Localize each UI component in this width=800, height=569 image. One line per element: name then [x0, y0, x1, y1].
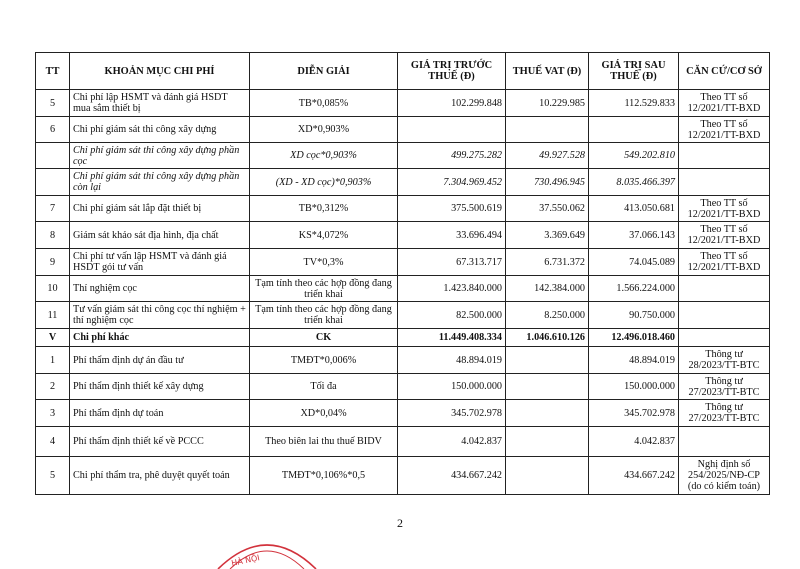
cell-vat: 6.731.372	[506, 249, 589, 276]
cell-desc: XD*0,04%	[250, 400, 398, 427]
table-row	[36, 374, 770, 400]
cell-before-tax: 48.894.019	[398, 347, 506, 374]
cell-after-tax: 4.042.837	[589, 427, 679, 457]
cell-basis: Theo TT số 12/2021/TT-BXD	[679, 90, 770, 117]
cell-before-tax: 11.449.408.334	[398, 329, 506, 347]
cell-item: Giám sát khảo sát địa hình, địa chất	[70, 222, 250, 249]
cell-vat	[506, 347, 589, 374]
cell-before-tax: 67.313.717	[398, 249, 506, 276]
cell-vat	[506, 374, 589, 400]
cell-after-tax: 1.566.224.000	[589, 276, 679, 302]
table-row	[36, 117, 770, 143]
stamp-seal	[212, 529, 322, 569]
table-row	[36, 427, 770, 457]
cell-item: Chi phí giám sát thi công xây dựng	[70, 117, 250, 143]
table-row	[36, 249, 770, 276]
cell-vat	[506, 427, 589, 457]
cell-basis: Thông tư 27/2023/TT-BTC	[679, 374, 770, 400]
cell-desc: Theo biên lai thu thuế BIDV	[250, 427, 398, 457]
cell-after-tax: 150.000.000	[589, 374, 679, 400]
cell-before-tax: 150.000.000	[398, 374, 506, 400]
cell-before-tax: 102.299.848	[398, 90, 506, 117]
header-tt: TT	[36, 53, 70, 90]
cell-vat: 37.550.062	[506, 196, 589, 222]
table-row	[36, 276, 770, 302]
cell-before-tax: 499.275.282	[398, 143, 506, 169]
table-row	[36, 196, 770, 222]
cell-desc: (XD - XD cọc)*0,903%	[250, 169, 398, 196]
header-desc: DIỄN GIẢI	[250, 53, 398, 90]
page-number: 2	[397, 516, 403, 530]
table-row	[36, 302, 770, 329]
cell-tt: 8	[36, 222, 70, 249]
cell-before-tax	[398, 117, 506, 143]
cell-desc: Tạm tính theo các hợp đồng đang triển khai	[250, 302, 398, 329]
cell-desc: Tối đa	[250, 374, 398, 400]
cell-basis	[679, 169, 770, 196]
cell-item: Thí nghiệm cọc	[70, 276, 250, 302]
cell-desc: TMĐT*0,106%*0,5	[250, 457, 398, 495]
cell-item: Chi phí giám sát lắp đặt thiết bị	[70, 196, 250, 222]
cell-basis	[679, 329, 770, 347]
cell-desc: TMĐT*0,006%	[250, 347, 398, 374]
cell-item: Chi phí tư vấn lập HSMT và đánh giá HSDT gói tư vấn	[70, 249, 250, 276]
header-item: KHOẢN MỤC CHI PHÍ	[70, 53, 250, 90]
cell-basis: Theo TT số 12/2021/TT-BXD	[679, 249, 770, 276]
cell-before-tax: 345.702.978	[398, 400, 506, 427]
cell-item: Phí thẩm định thiết kế về PCCC	[70, 427, 250, 457]
cell-basis	[679, 302, 770, 329]
cell-item: Chi phí lập HSMT và đánh giá HSDT mua sắm thiết bị	[70, 90, 250, 117]
cell-vat	[506, 117, 589, 143]
stamp-text: HÀ NỘI	[230, 553, 261, 568]
cell-item: Phí thẩm định dự án đầu tư	[70, 347, 250, 374]
table-row	[36, 169, 770, 196]
cell-vat: 49.927.528	[506, 143, 589, 169]
cell-desc: XD cọc*0,903%	[250, 143, 398, 169]
cell-tt: 10	[36, 276, 70, 302]
cell-basis	[679, 427, 770, 457]
cell-after-tax: 48.894.019	[589, 347, 679, 374]
cell-before-tax: 82.500.000	[398, 302, 506, 329]
cell-after-tax	[589, 117, 679, 143]
table-row	[36, 222, 770, 249]
cell-desc: KS*4,072%	[250, 222, 398, 249]
cell-tt	[36, 169, 70, 196]
cell-tt: 9	[36, 249, 70, 276]
cell-after-tax: 90.750.000	[589, 302, 679, 329]
cell-desc: XD*0,903%	[250, 117, 398, 143]
cell-tt: 1	[36, 347, 70, 374]
table-row	[36, 400, 770, 427]
cell-after-tax: 112.529.833	[589, 90, 679, 117]
cell-vat: 10.229.985	[506, 90, 589, 117]
cell-vat: 8.250.000	[506, 302, 589, 329]
cell-tt: V	[36, 329, 70, 347]
cell-basis: Thông tư 27/2023/TT-BTC	[679, 400, 770, 427]
cell-before-tax: 1.423.840.000	[398, 276, 506, 302]
cell-item: Phí thẩm định thiết kế xây dựng	[70, 374, 250, 400]
cell-after-tax: 413.050.681	[589, 196, 679, 222]
cell-desc: TB*0,085%	[250, 90, 398, 117]
cell-tt: 6	[36, 117, 70, 143]
table-header-row	[36, 53, 770, 90]
cell-basis: Nghị định số 254/2025/NĐ-CP (do có kiểm toán)	[679, 457, 770, 495]
cell-before-tax: 375.500.619	[398, 196, 506, 222]
cell-desc: TB*0,312%	[250, 196, 398, 222]
cell-vat: 1.046.610.126	[506, 329, 589, 347]
cell-tt: 4	[36, 427, 70, 457]
cell-before-tax: 33.696.494	[398, 222, 506, 249]
cell-desc: Tạm tính theo các hợp đồng đang triển khai	[250, 276, 398, 302]
cell-basis: Theo TT số 12/2021/TT-BXD	[679, 222, 770, 249]
cell-vat: 730.496.945	[506, 169, 589, 196]
table-row	[36, 143, 770, 169]
cell-tt	[36, 143, 70, 169]
cell-before-tax: 7.304.969.452	[398, 169, 506, 196]
cell-vat	[506, 400, 589, 427]
cell-tt: 2	[36, 374, 70, 400]
cell-after-tax: 74.045.089	[589, 249, 679, 276]
cell-desc: TV*0,3%	[250, 249, 398, 276]
table-row	[36, 347, 770, 374]
cell-tt: 3	[36, 400, 70, 427]
cost-table	[35, 52, 770, 495]
cell-item: Chi phí khác	[70, 329, 250, 347]
cell-after-tax: 12.496.018.460	[589, 329, 679, 347]
cell-basis: Theo TT số 12/2021/TT-BXD	[679, 196, 770, 222]
table-row	[36, 457, 770, 495]
cell-item: Tư vấn giám sát thi công cọc thí nghiệm + thí nghiệm cọc	[70, 302, 250, 329]
table-row	[36, 90, 770, 117]
cell-basis: Theo TT số 12/2021/TT-BXD	[679, 117, 770, 143]
cell-after-tax: 8.035.466.397	[589, 169, 679, 196]
header-before-tax: GIÁ TRỊ TRƯỚC THUẾ (Đ)	[398, 53, 506, 90]
cell-after-tax: 434.667.242	[589, 457, 679, 495]
cell-desc: CK	[250, 329, 398, 347]
cell-item: Phí thẩm định dự toán	[70, 400, 250, 427]
cell-tt: 5	[36, 457, 70, 495]
cell-tt: 11	[36, 302, 70, 329]
section-row	[36, 329, 770, 347]
header-vat: THUẾ VAT (Đ)	[506, 53, 589, 90]
cell-basis: Thông tư 28/2023/TT-BTC	[679, 347, 770, 374]
cell-after-tax: 37.066.143	[589, 222, 679, 249]
cell-item: Chi phí thẩm tra, phê duyệt quyết toán	[70, 457, 250, 495]
cell-item: Chi phí giám sát thi công xây dựng phần cọc	[70, 143, 250, 169]
header-after-tax: GIÁ TRỊ SAU THUẾ (Đ)	[589, 53, 679, 90]
cell-after-tax: 345.702.978	[589, 400, 679, 427]
cell-item: Chi phí giám sát thi công xây dựng phần còn lại	[70, 169, 250, 196]
cell-basis	[679, 143, 770, 169]
cell-basis	[679, 276, 770, 302]
cell-tt: 5	[36, 90, 70, 117]
header-basis: CĂN CỨ/CƠ SỞ	[679, 53, 770, 90]
cell-vat: 142.384.000	[506, 276, 589, 302]
cell-after-tax: 549.202.810	[589, 143, 679, 169]
cell-before-tax: 434.667.242	[398, 457, 506, 495]
cell-before-tax: 4.042.837	[398, 427, 506, 457]
cell-tt: 7	[36, 196, 70, 222]
cell-vat	[506, 457, 589, 495]
cell-vat: 3.369.649	[506, 222, 589, 249]
